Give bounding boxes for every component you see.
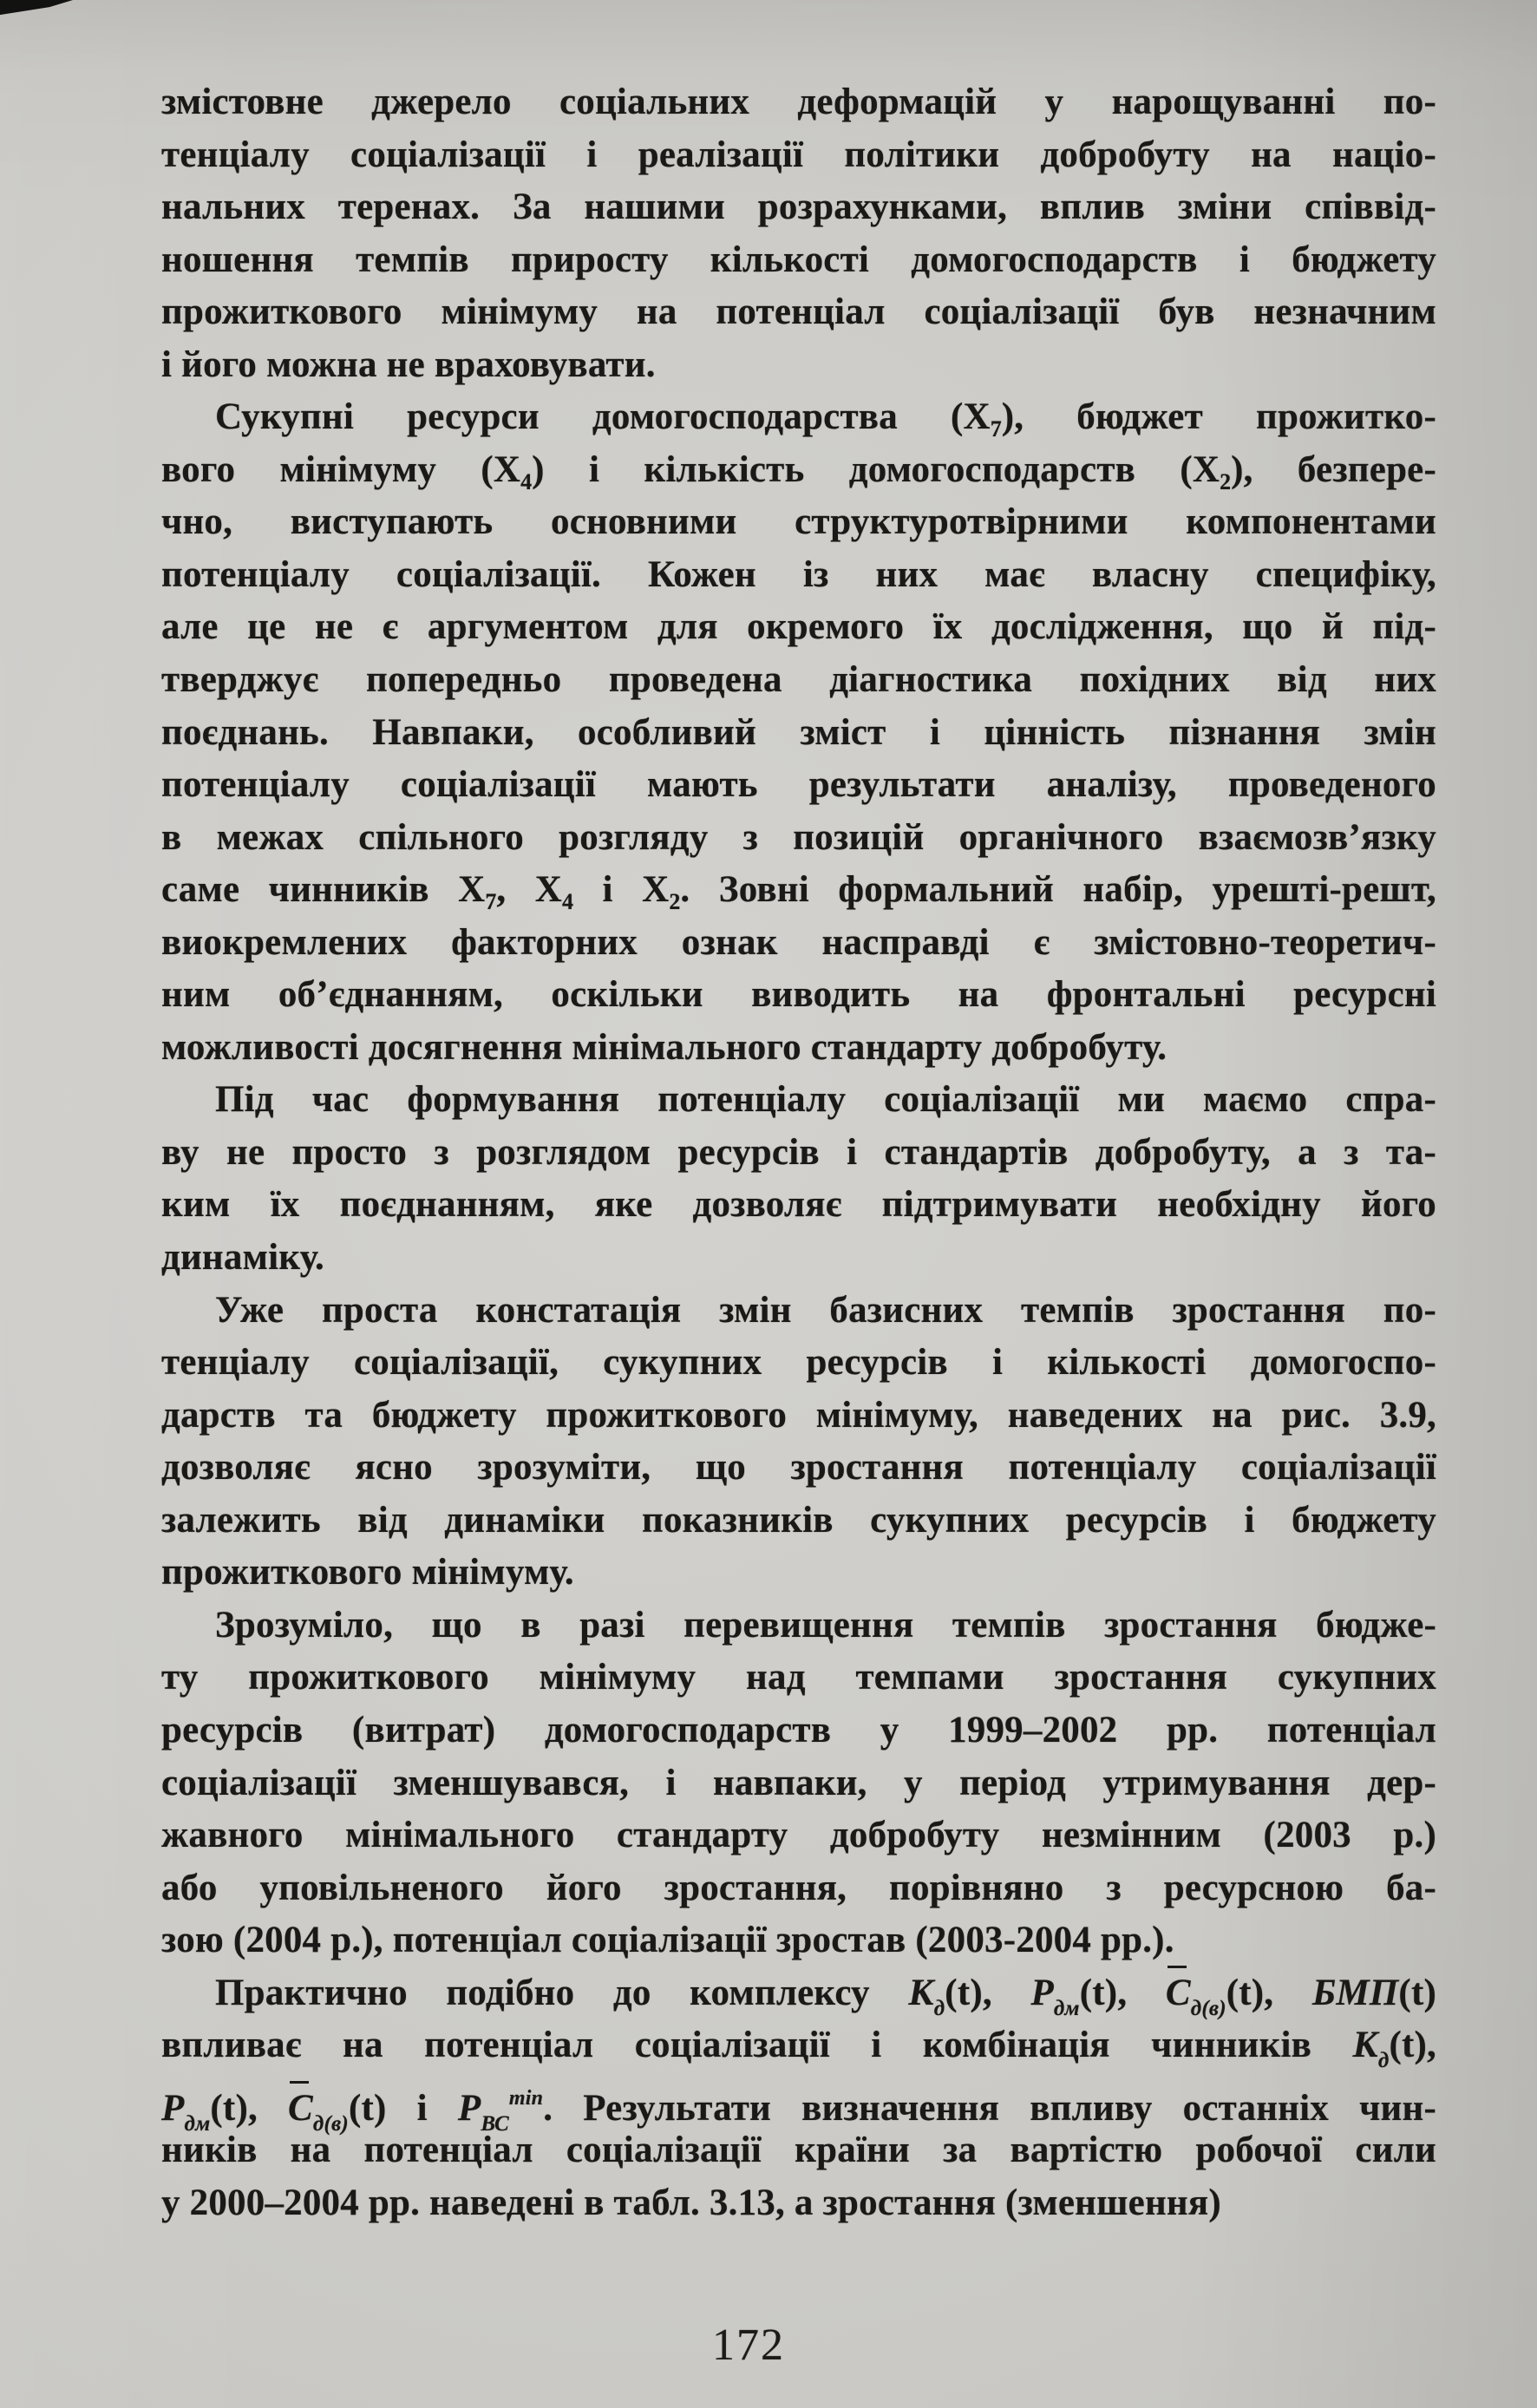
text-line [161,1809,1436,1862]
text-run: (t), [945,1972,1031,2013]
text-line [161,2124,1436,2177]
text-run: соціалізації зменшувався, і навпаки, у період утримування дер- [161,1762,1436,1803]
text-line [161,1179,1436,1232]
text-run: ), безпере- [1231,448,1436,490]
text-run: ним об’єднанням, оскільки виводить на фронтальні ресурсні [161,974,1436,1016]
text-run: жавного мінімального стандарту добробуту незмінним (2003 р.) [161,1815,1436,1856]
text-run: зою (2004 р.), потенціал соціалізації зростав (2003-2004 рр.). [161,1920,1174,1961]
text-run: ників на потенціал соціалізації країни за вартістю робочої сили [161,2130,1436,2171]
text-run: . Зовні формальний набір, урешті-решт, [680,869,1436,911]
text-line [161,549,1436,602]
paragraph [161,1967,1436,2230]
text-run: , Х [496,869,563,911]
text-run: дм [184,2111,211,2136]
text-run: Під час формування потенціалу соціалізації ми маємо спра- [215,1079,1436,1121]
text-run: Р [457,2087,481,2129]
text-line [161,917,1436,970]
text-line [161,601,1436,654]
text-line [161,1862,1436,1915]
text-run: змістовне джерело соціальних деформацій у нарощуванні по- [161,82,1436,122]
text-run: 2 [1220,468,1232,494]
text-line [161,129,1436,182]
text-run: (t), [210,2087,289,2129]
text-run: ресурсів (витрат) домогосподарств у 1999–2002 рр. потенціал [161,1709,1436,1750]
text-run: нальних теренах. За нашими розрахунками, вплив зміни співвід- [161,186,1436,228]
text-run: ту прожиткового мінімуму над темпами зростання сукупних [161,1657,1436,1698]
page-number: 172 [712,2320,785,2370]
text-run: залежить від динаміки показників сукупних ресурсів і бюджету [161,1499,1436,1541]
text-run: дозволяє ясно зрозуміти, що зростання потенціалу соціалізації [161,1447,1436,1489]
text-run: виокремлених факторних ознак насправді є змістовно-теоретич- [161,921,1436,963]
text-line [161,1495,1436,1548]
text-line [161,286,1436,339]
text-run: дарств та бюджету прожиткового мінімуму, наведених на рис. 3.9, [161,1394,1436,1436]
text-line [161,2072,1437,2136]
text-run: 4 [520,468,533,494]
text-run: Р [1030,1972,1054,2013]
text-line [161,707,1436,760]
text-run: 2 [669,889,681,915]
text-run: д(в) [312,2111,349,2136]
text-line [161,391,1436,444]
text-run: . Результати визначення впливу останніх чин- [543,2087,1437,2129]
text-run: потенціалу соціалізації. Кожен із них має власну специфіку, [161,553,1436,595]
text-run: потенціалу соціалізації мають результати аналізу, проведеного [161,764,1436,806]
text-run: Зрозуміло, що в разі перевищення темпів зростання бюдже- [215,1604,1436,1646]
text-run: Практично подібно до комплексу [215,1972,909,2013]
text-run: впливає на потенціал соціалізації і комбінація чинників [161,2025,1353,2066]
text-run: тверджує попередньо проведена діагностика похідних від них [161,659,1436,701]
text-line [161,2019,1436,2072]
text-run: саме чинників Х [161,869,486,911]
paragraph [161,1285,1436,1600]
text-run: або уповільненого його зростання, порівняно з ресурсною ба- [161,1867,1436,1908]
text-run: К [908,1972,934,2013]
text-run: динаміку. [161,1237,324,1279]
text-line [161,1074,1436,1127]
paragraph [161,1600,1436,1967]
text-run: ким їх поєднанням, яке дозволяє підтримувати необхідну його [161,1184,1436,1226]
text-run: ву не просто з розглядом ресурсів і стандартів добробуту, а з та- [161,1131,1436,1173]
text-line [161,969,1436,1022]
text-run: можливості досягнення мінімального стандарту добробуту. [161,1026,1167,1068]
text-line [161,1022,1436,1075]
text-run: 7 [485,889,497,915]
text-line [161,1705,1436,1757]
text-line [161,1285,1436,1338]
text-line [161,654,1436,707]
text-run: д [1377,2049,1390,2073]
text-run: БМП [1311,1972,1399,2013]
text-run: ), бюджет прожитко- [1001,396,1436,438]
text-run: і його можна не враховувати. [161,344,656,385]
text-run: (t), [1079,1972,1166,2013]
paragraph [161,76,1436,391]
text-run: 7 [990,416,1002,442]
text-run: ношення темпів приросту кількості домогосподарств і бюджету [161,239,1436,280]
page-text [161,76,1436,2229]
text-run: ) і кількість домогосподарств (Х [532,448,1220,490]
paragraph [161,391,1436,1074]
paragraph [161,1074,1436,1284]
text-line [161,1914,1436,1967]
text-run: і Х [573,869,670,911]
text-run: у 2000–2004 рр. наведені в табл. 3.13, а зростання (зменшення) [161,2182,1221,2223]
text-run: (t), [1226,1972,1312,2013]
text-line [161,864,1436,917]
scan-edge-artifact [0,0,73,16]
text-run: Сукупні ресурси домогосподарства (Х [215,396,991,438]
text-line [161,2177,1436,2230]
text-line [161,181,1436,234]
text-line [161,1757,1436,1810]
text-run: К [1352,2025,1378,2066]
text-run: min [508,2086,544,2110]
text-line [161,1390,1436,1443]
text-run: вого мінімуму (Х [161,448,521,490]
text-line [161,1232,1436,1285]
text-line [161,1127,1436,1180]
text-run: С [288,2083,313,2136]
text-run: прожиткового мінімуму на потенціал соціалізації був незначним [161,291,1436,333]
text-run: Уже проста констатація змін базисних темпів зростання по- [215,1289,1436,1331]
text-line [161,812,1436,865]
text-line [161,339,1436,392]
text-line [161,234,1436,287]
text-run: (t) [1398,1972,1436,2013]
text-run: д [933,1996,945,2020]
text-line [161,444,1436,497]
text-run: чно, виступають основними структуротвірними компонентами [161,501,1436,543]
text-run: 4 [562,889,574,915]
text-run: поєднань. Навпаки, особливий зміст і цінність пізнання змін [161,711,1436,753]
text-run: дм [1053,1996,1080,2020]
text-run: д(в) [1190,1996,1226,2020]
text-run: в межах спільного розгляду з позицій органічного взаємозв’язку [161,816,1436,858]
text-run: Р [161,2087,185,2129]
text-run: (t) і [348,2087,458,2129]
text-run: ВС [481,2111,509,2136]
text-run: тенціалу соціалізації, сукупних ресурсів і кількості домогоспо- [161,1342,1436,1384]
text-line [161,1967,1436,2020]
text-line [161,1442,1436,1495]
text-run: С [1166,1967,1191,2020]
text-line [161,1652,1436,1705]
text-line [161,76,1436,129]
text-line [161,1600,1436,1652]
text-line [161,1337,1436,1390]
text-run: прожиткового мінімуму. [161,1552,574,1593]
text-line [161,759,1436,812]
text-line [161,1547,1436,1600]
text-run: (t), [1389,2025,1436,2066]
text-run: але це не є аргументом для окремого їх дослідження, що й під- [161,606,1436,648]
text-line [161,496,1436,549]
text-run: тенціалу соціалізації і реалізації політики добробуту на націо- [161,134,1436,175]
